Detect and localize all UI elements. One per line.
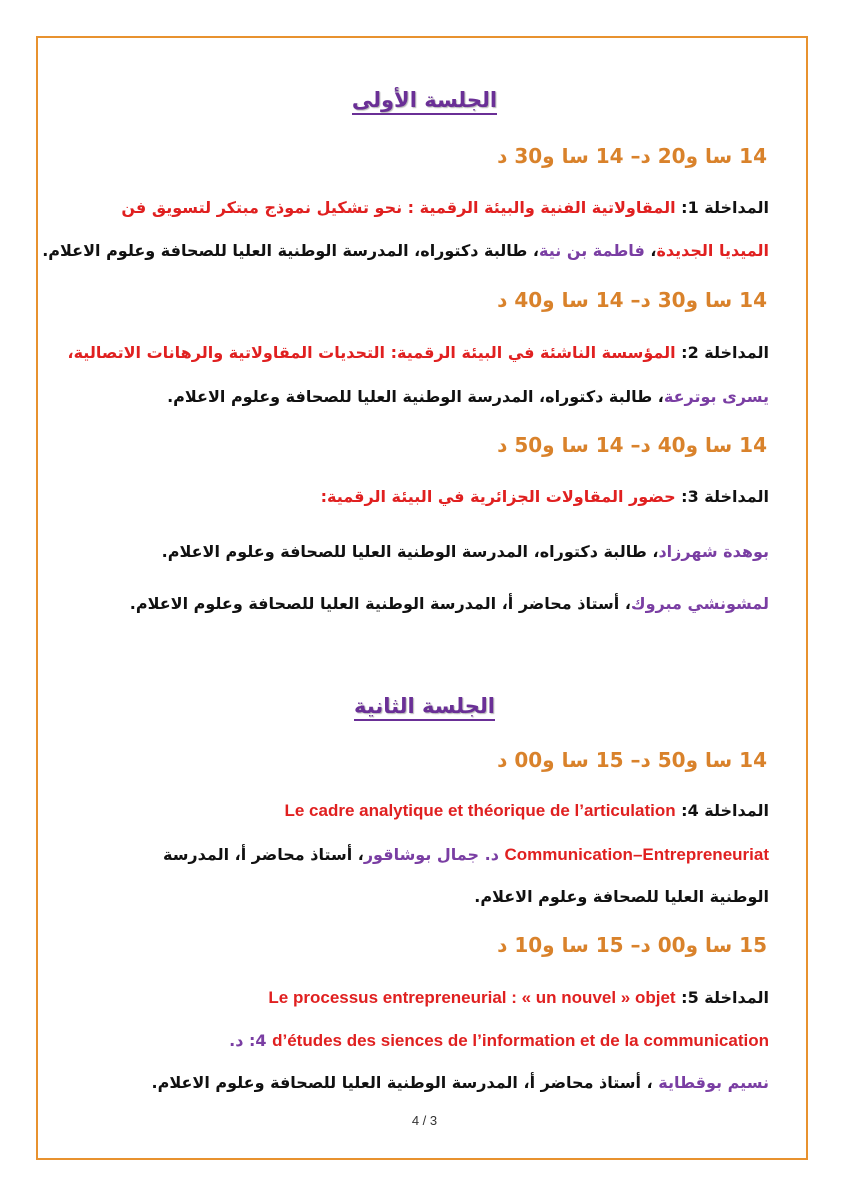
talk-2-speaker-line: [80, 385, 769, 409]
talk-5-title: Le processus entrepreneurial : « un nouvel » objet: [268, 988, 676, 1007]
talk-5-title-suffix: 4: د.: [229, 1031, 273, 1050]
page-number: 4 / 3: [411, 1113, 438, 1128]
talk-3-speaker: بوهدة شهرزاد: [658, 542, 769, 561]
talk-1-title-cont: الميديا الجديدة: [656, 241, 769, 260]
talk-1-speaker-line: [42, 239, 769, 263]
talk-1-title: المقاولاتية الفنية والبيئة الرقمية : نحو تشكيل نموذج مبتكر لتسويق فن: [121, 198, 676, 217]
talk-4-title-cont: Communication–Entrepreneuriat: [504, 845, 769, 864]
talk-4-affiliation-cont: الوطنية العليا للصحافة وعلوم الاعلام.: [474, 887, 769, 906]
talk-2-affiliation: ، طالبة دكتوراه، المدرسة الوطنية العليا للصحافة وعلوم الاعلام.: [167, 387, 664, 406]
talk-3-title-line: [80, 485, 769, 509]
talk-3-speaker-line: [80, 540, 769, 564]
talk-4-speaker: د. جمال بوشاقور: [363, 845, 499, 864]
talk-2-label: المداخلة 2:: [681, 343, 769, 362]
talk-3-affiliation-2: ، أستاذ محاضر أ، المدرسة الوطنية العليا للصحافة وعلوم الاعلام.: [129, 594, 631, 613]
talk-3-affiliation: ، طالبة دكتوراه، المدرسة الوطنية العليا للصحافة وعلوم الاعلام.: [161, 542, 659, 561]
talk-5-title-line-2: [80, 1029, 769, 1053]
talk-5-speaker: نسيم بوقطاية: [658, 1073, 769, 1092]
talk-3-speaker-2: لمشونشي مبروك: [630, 594, 769, 613]
talk-1-speaker: فاطمة بن نية: [539, 241, 645, 260]
talk-2-title: المؤسسة الناشئة في البيئة الرقمية: التحديات المقاولاتية والرهانات الاتصالية،: [67, 343, 676, 362]
talk-4-affiliation: ، أستاذ محاضر أ، المدرسة: [162, 845, 364, 864]
talk-1-time: 14 سا و20 د– 14 سا و30 د: [497, 144, 767, 168]
talk-5-title-line: [80, 986, 769, 1010]
talk-1-label: المداخلة 1:: [681, 198, 769, 217]
talk-4-label: المداخلة 4:: [681, 801, 769, 820]
talk-5-speaker-line: [80, 1071, 769, 1095]
talk-3-label: المداخلة 3:: [681, 487, 769, 506]
session-title-2: الجلسة الثانية: [0, 694, 849, 721]
talk-4-title: Le cadre analytique et théorique de l’articulation: [284, 801, 676, 820]
talk-3-speaker2-line: [80, 592, 769, 616]
talk-4-title-line: [80, 799, 769, 823]
talk-2-speaker: يسرى بوترعة: [663, 387, 769, 406]
session-title-1: الجلسة الأولى: [0, 88, 849, 115]
talk-5-label: المداخلة 5:: [681, 988, 769, 1007]
talk-5-time: 15 سا و00 د– 15 سا و10 د: [497, 933, 767, 957]
talk-5-title-cont: d’études des siences de l’information et de la communication: [272, 1031, 769, 1050]
talk-1-sep: ،: [644, 241, 657, 260]
talk-5-affiliation: ، أستاذ محاضر أ، المدرسة الوطنية العليا للصحافة وعلوم الاعلام.: [151, 1073, 659, 1092]
talk-4-time: 14 سا و50 د– 15 سا و00 د: [497, 748, 767, 772]
talk-1-affiliation: ، طالبة دكتوراه، المدرسة الوطنية العليا للصحافة وعلوم الاعلام.: [42, 241, 540, 260]
talk-3-title: حضور المقاولات الجزائرية في البيئة الرقمية:: [320, 487, 676, 506]
talk-4-speaker-line: [80, 843, 769, 867]
talk-3-time: 14 سا و40 د– 14 سا و50 د: [497, 433, 767, 457]
talk-4-affiliation-line: [80, 885, 769, 909]
talk-2-title-line: [67, 341, 769, 365]
talk-1-title-line: [80, 196, 769, 220]
talk-2-time: 14 سا و30 د– 14 سا و40 د: [497, 288, 767, 312]
